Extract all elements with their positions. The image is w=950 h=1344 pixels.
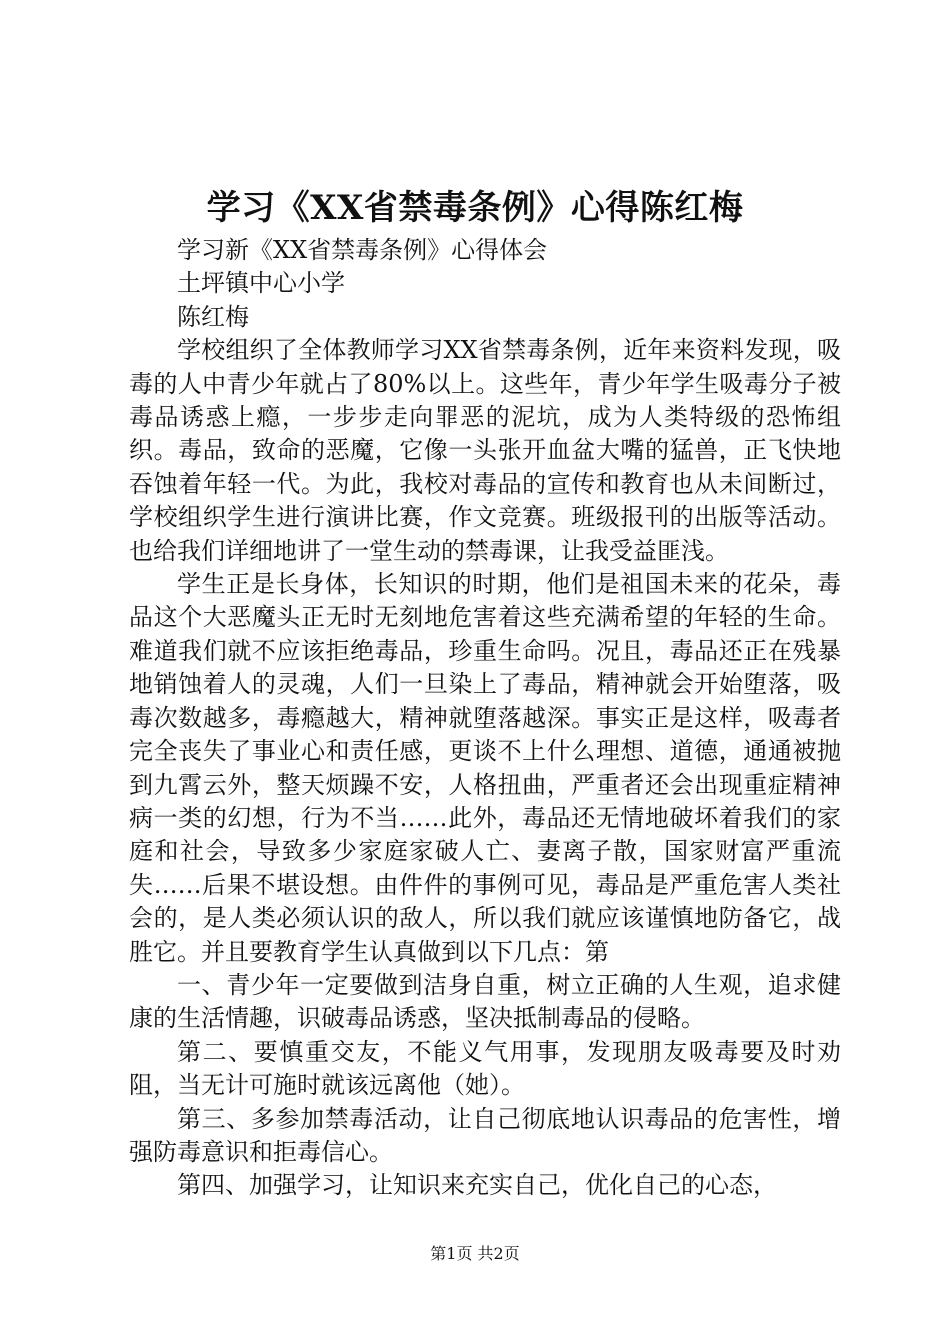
body-paragraph: 第二、要慎重交友，不能义气用事，发现朋友吸毒要及时劝阻，当无计可施时就该远离他（她）。 <box>129 1037 841 1100</box>
body-paragraph: 第三、多参加禁毒活动，让自己彻底地认识毒品的危害性，增强防毒意识和拒毒信心。 <box>129 1104 841 1166</box>
body-paragraph: 第四、加强学习，让知识来充实自己，优化自己的心态， <box>177 1171 777 1200</box>
document-body <box>129 234 841 1203</box>
document-subtitle: 学习新《XX省禁毒条例》心得体会 <box>177 236 548 264</box>
document-title: 学习《XX省禁毒条例》心得陈红梅 <box>206 188 744 228</box>
body-paragraph: 学生正是长身体，长知识的时期，他们是祖国未来的花朵，毒品这个大恶魔头正无时无刻地危害着这些充满希望的年轻的生命。难道我们就不应该拒绝毒品，珍重生命吗。况且，毒品还正在残暴地销蚀着人的灵魂，人们一旦染上了毒品，精神就会开始堕落，吸毒次数越多，毒瘾越大，精神就堕落越深。事实正是这样，吸毒者完全丧失了事业心和责任感，更谈不上什么理想、道德，通通被抛到九霄云外，整天烦躁不安，人格扭曲，严重者还会出现重症精神病一类的幻想，行为不当……此外，毒品还无情地破坏着我们的家庭和社会，导致多少家庭家破人亡、妻离子散，国家财富严重流失……后果不堪设想。由件件的事例可见，毒品是严重危害人类社会的，是人类必须认识的敌人，所以我们就应该谨慎地防备它，战胜它。并且要教育学生认真做到以下几点：第 <box>129 570 841 966</box>
body-paragraph: 学校组织了全体教师学习XX省禁毒条例，近年来资料发现，吸毒的人中青少年就占了80%以上。这些年，青少年学生吸毒分子被毒品诱惑上瘾，一步步走向罪恶的泥坑，成为人类特级的恐怖组织。毒品，致命的恶魔，它像一头张开血盆大嘴的猛兽，正飞快地吞蚀着年轻一代。为此，我校对毒品的宣传和教育也从未间断过，学校组织学生进行演讲比赛，作文竞赛。班级报刊的出版等活动。也给我们详细地讲了一堂生动的禁毒课，让我受益匪浅。 <box>129 336 841 565</box>
body-paragraph: 一、青少年一定要做到洁身自重，树立正确的人生观，追求健康的生活情趣，识破毒品诱惑，坚决抵制毒品的侵略。 <box>129 970 841 1033</box>
page-footer: 第1页 共2页 <box>430 1244 520 1263</box>
document-author: 陈红梅 <box>177 302 249 331</box>
document-school: 土坪镇中心小学 <box>177 269 345 298</box>
